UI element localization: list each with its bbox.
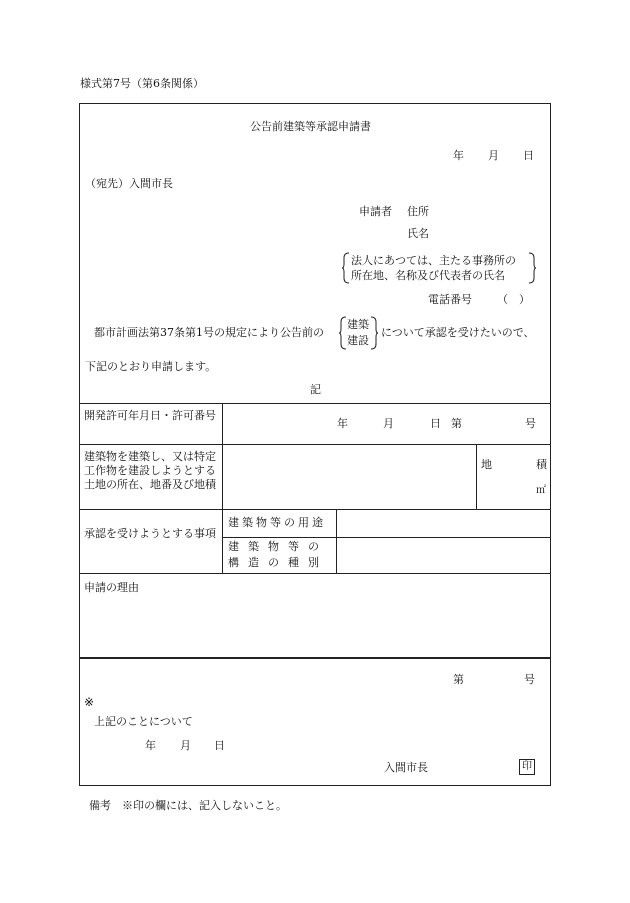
row-divider	[79, 444, 551, 445]
area-unit: ㎡	[536, 485, 546, 496]
reason-label: 申請の理由	[84, 581, 139, 594]
seal-stamp: 印	[519, 759, 535, 775]
permit-year-label: 年	[337, 417, 348, 430]
corp-note-line-1: 法人にあつては、主たる事務所の	[351, 254, 516, 267]
area-column-divider	[476, 444, 477, 509]
row-divider	[79, 573, 551, 574]
phone-label: 電話番号	[428, 293, 472, 306]
applicant-address-label: 住所	[407, 205, 429, 218]
body-text-part1: 都市計画法第37条第1号の規定により公告前の	[94, 326, 324, 339]
area-label-seki: 積	[536, 458, 547, 471]
structure-label-line-2: 構造の種別	[228, 556, 328, 569]
date-year-label: 年	[453, 149, 464, 162]
option-left-brace-icon	[339, 316, 347, 350]
structure-label-line-1: 建築物等の	[228, 540, 328, 553]
office-number-suffix: 号	[524, 673, 535, 686]
permit-number-suffix: 号	[525, 417, 536, 430]
office-divider	[79, 657, 551, 659]
addressee: （宛先）入間市長	[85, 177, 173, 190]
office-year-label: 年	[145, 739, 156, 752]
column-divider	[222, 403, 223, 573]
ki-label: 記	[310, 383, 321, 396]
approval-label: 承認を受けようとする事項	[84, 527, 216, 540]
option-right-brace-icon	[370, 316, 378, 350]
corp-note-line-2: 所在地、名称及び代表者の氏名	[351, 269, 505, 282]
body-text-part3: 下記のとおり申請します。	[85, 360, 217, 373]
office-statement: 上記のことについて	[94, 715, 193, 728]
office-day-label: 日	[214, 739, 225, 752]
date-month-label: 月	[488, 149, 499, 162]
option-kenchiku: 建築	[347, 318, 369, 331]
applicant-label: 申請者	[359, 205, 392, 218]
left-brace-icon	[342, 252, 350, 284]
office-number-prefix: 第	[453, 673, 464, 686]
applicant-name-label: 氏名	[407, 227, 429, 240]
area-label-chi: 地	[481, 458, 492, 471]
footer-note: 備考 ※印の欄には、記入しないこと。	[89, 799, 287, 812]
permit-day-label: 日	[430, 417, 441, 430]
date-day-label: 日	[523, 149, 534, 162]
office-mark: ※	[84, 695, 95, 709]
sub-row-divider	[222, 537, 551, 538]
permit-label: 開発許可年月日・許可番号	[84, 409, 216, 422]
form-title: 公告前建築等承認申請書	[250, 120, 371, 133]
use-label: 建築物等の用途	[228, 516, 326, 529]
body-text-part2: について承認を受けたいので、	[381, 326, 535, 339]
table-top-line	[79, 403, 551, 404]
office-mayor: 入間市長	[384, 761, 428, 774]
location-label: 建築物を建築し、又は特定工作物を建設しようとする土地の所在、地番及び地積	[84, 450, 216, 491]
value-column-divider	[336, 509, 337, 573]
phone-paren: （ ）	[497, 293, 530, 306]
option-kensetsu: 建設	[347, 334, 369, 347]
permit-month-label: 月	[383, 417, 394, 430]
form-id: 様式第7号（第6条関係）	[80, 77, 204, 90]
row-divider	[79, 509, 551, 510]
permit-number-prefix: 第	[451, 417, 462, 430]
right-brace-icon	[528, 252, 536, 284]
office-month-label: 月	[180, 739, 191, 752]
